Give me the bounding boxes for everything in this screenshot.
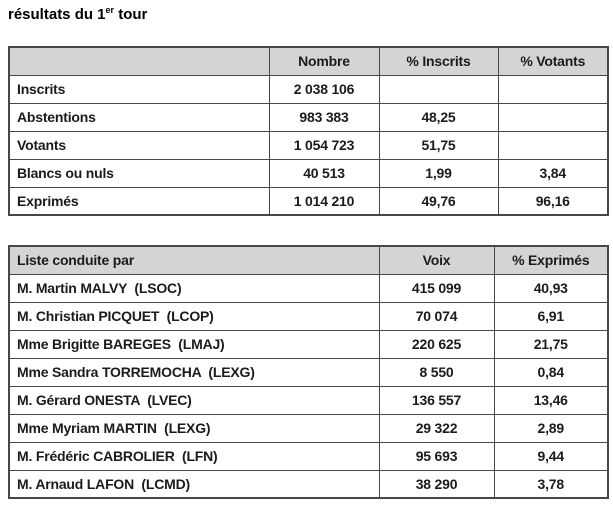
cell-voix: 38 290	[379, 470, 494, 498]
cell-pct-exprimes: 13,46	[494, 386, 608, 414]
cell-voix: 220 625	[379, 330, 494, 358]
candidate-name: Mme Sandra TORREMOCHA (LEXG)	[9, 358, 379, 386]
candidate-name: Mme Brigitte BAREGES (LMAJ)	[9, 330, 379, 358]
row-label: Blancs ou nuls	[9, 159, 269, 187]
candidate-name: M. Frédéric CABROLIER (LFN)	[9, 442, 379, 470]
cell-nombre: 40 513	[269, 159, 379, 187]
table-row	[9, 159, 608, 187]
cell-pct-inscrits	[379, 75, 498, 103]
row-label: Abstentions	[9, 103, 269, 131]
cell-pct-exprimes: 3,78	[494, 470, 608, 498]
cell-voix: 136 557	[379, 386, 494, 414]
cell-pct-votants	[498, 103, 608, 131]
cell-pct-votants	[498, 75, 608, 103]
table-row	[9, 358, 608, 386]
cell-voix: 70 074	[379, 302, 494, 330]
candidate-name: M. Gérard ONESTA (LVEC)	[9, 386, 379, 414]
candidate-lists-table	[8, 245, 609, 499]
cell-pct-exprimes: 0,84	[494, 358, 608, 386]
cell-pct-inscrits: 49,76	[379, 187, 498, 215]
header-cell-empty	[9, 47, 269, 75]
table-row	[9, 75, 608, 103]
cell-pct-inscrits: 48,25	[379, 103, 498, 131]
table-row	[9, 302, 608, 330]
cell-pct-votants	[498, 131, 608, 159]
candidate-name: M. Martin MALVY (LSOC)	[9, 274, 379, 302]
cell-pct-inscrits: 1,99	[379, 159, 498, 187]
cell-pct-exprimes: 6,91	[494, 302, 608, 330]
table-row	[9, 442, 608, 470]
candidate-name: M. Arnaud LAFON (LCMD)	[9, 470, 379, 498]
cell-nombre: 1 054 723	[269, 131, 379, 159]
table-row	[9, 131, 608, 159]
row-label: Votants	[9, 131, 269, 159]
title-superscript: er	[105, 5, 115, 15]
table-row	[9, 386, 608, 414]
row-label: Exprimés	[9, 187, 269, 215]
cell-pct-exprimes: 21,75	[494, 330, 608, 358]
cell-pct-votants: 3,84	[498, 159, 608, 187]
header-cell-nombre: Nombre	[269, 47, 379, 75]
cell-pct-votants: 96,16	[498, 187, 608, 215]
cell-voix: 8 550	[379, 358, 494, 386]
cell-pct-exprimes: 40,93	[494, 274, 608, 302]
page-title	[8, 6, 147, 23]
header-cell-pct-votants: % Votants	[498, 47, 608, 75]
cell-pct-inscrits: 51,75	[379, 131, 498, 159]
participation-table	[8, 46, 609, 216]
table-row	[9, 470, 608, 498]
header-cell-pct-exprimes: % Exprimés	[494, 246, 608, 274]
table-row	[9, 414, 608, 442]
cell-pct-exprimes: 9,44	[494, 442, 608, 470]
header-cell-voix: Voix	[379, 246, 494, 274]
cell-nombre: 1 014 210	[269, 187, 379, 215]
cell-voix: 415 099	[379, 274, 494, 302]
cell-voix: 29 322	[379, 414, 494, 442]
row-label: Inscrits	[9, 75, 269, 103]
cell-nombre: 983 383	[269, 103, 379, 131]
title-text-suffix: tour	[114, 6, 148, 23]
cell-pct-exprimes: 2,89	[494, 414, 608, 442]
table-row	[9, 274, 608, 302]
cell-voix: 95 693	[379, 442, 494, 470]
table-row	[9, 330, 608, 358]
cell-nombre: 2 038 106	[269, 75, 379, 103]
table-row	[9, 187, 608, 215]
header-cell-pct-inscrits: % Inscrits	[379, 47, 498, 75]
table-row	[9, 103, 608, 131]
table-header-row	[9, 47, 608, 75]
table-header-row	[9, 246, 608, 274]
candidate-name: M. Christian PICQUET (LCOP)	[9, 302, 379, 330]
candidate-name: Mme Myriam MARTIN (LEXG)	[9, 414, 379, 442]
header-cell-liste: Liste conduite par	[9, 246, 379, 274]
title-text: résultats du 1	[8, 6, 106, 23]
